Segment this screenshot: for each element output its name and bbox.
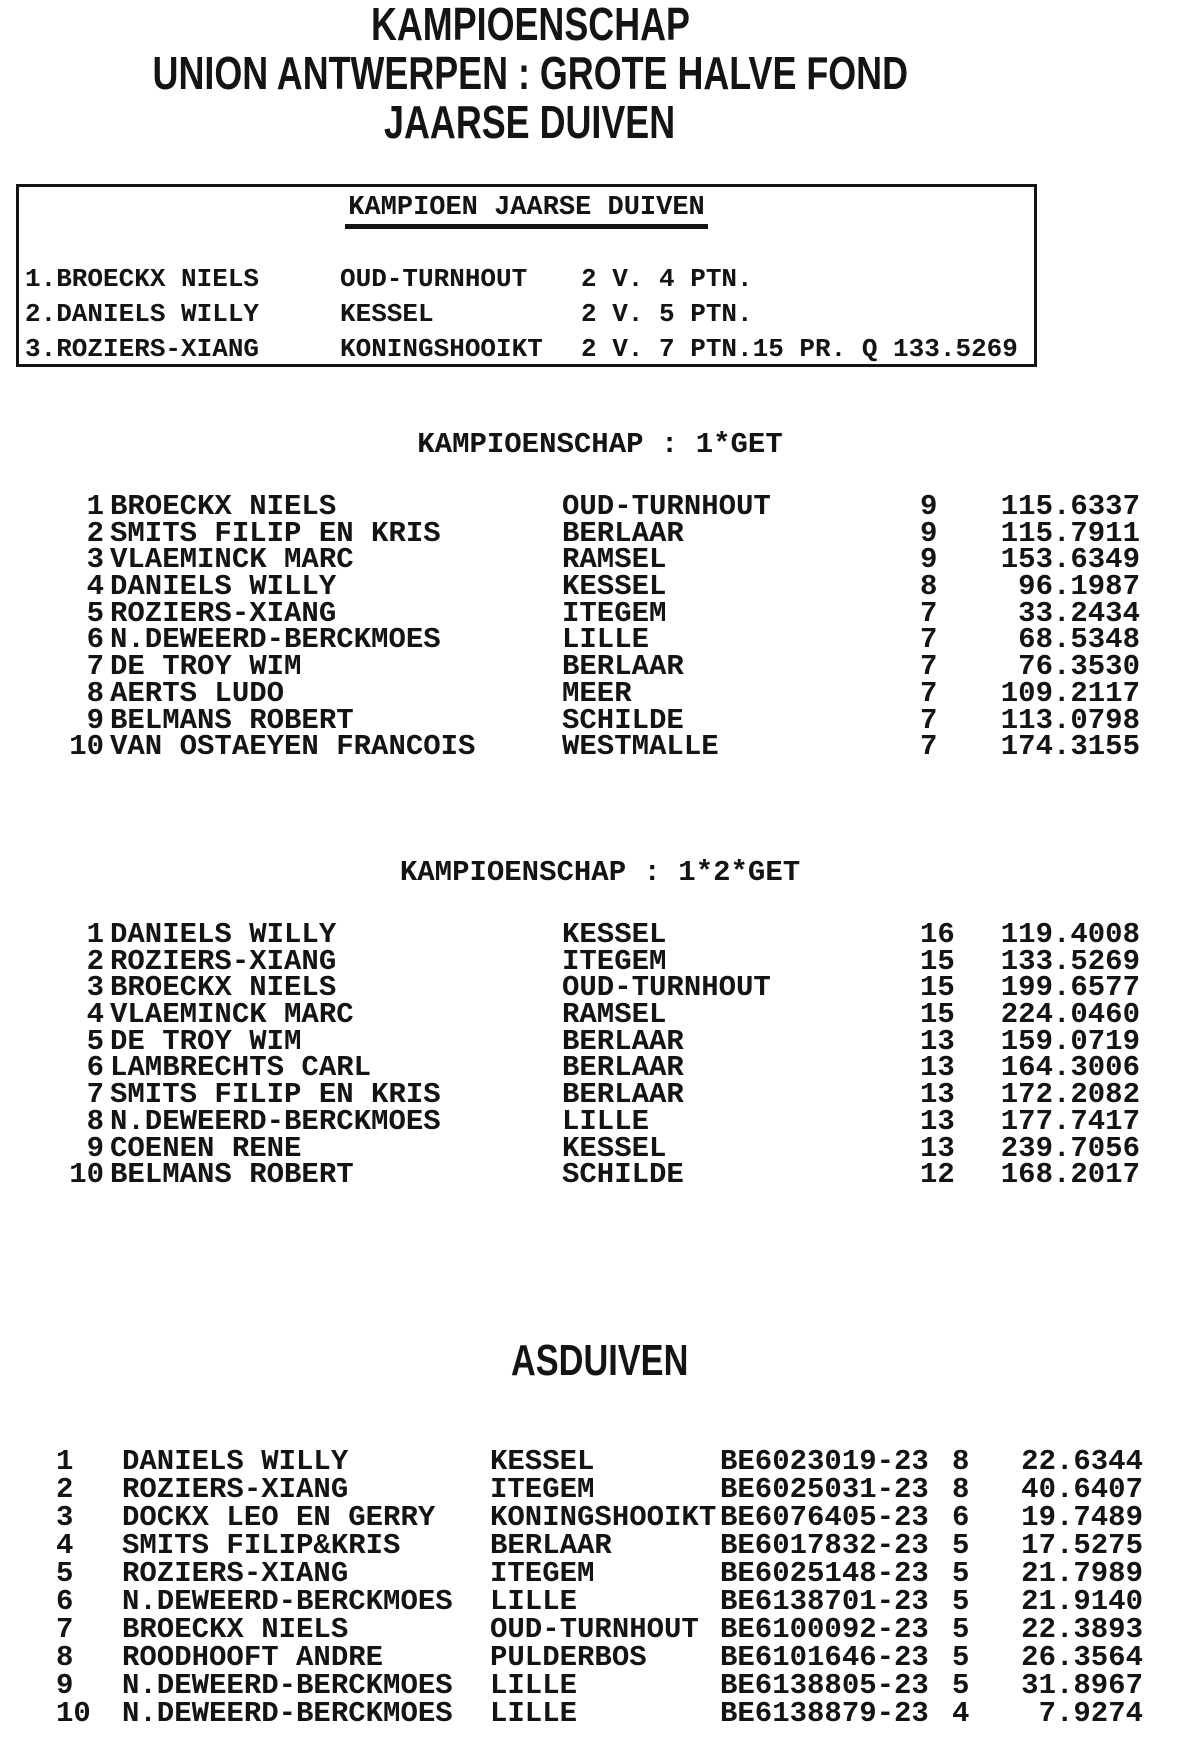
- cell-coef: 21.9140: [1021, 1585, 1143, 1618]
- cell-count: 7: [920, 676, 938, 710]
- champion-box-rows: [19, 262, 1034, 367]
- cell-ring: BE6076405-23: [720, 1501, 929, 1534]
- cell-name: N.DEWEERD-BERCKMOES: [122, 1697, 453, 1730]
- cell-coef: 164.3006: [1000, 1051, 1140, 1085]
- cell-entry: 1.BROECKX NIELS: [25, 264, 260, 294]
- cell-rank: 3: [86, 543, 104, 577]
- table-row: [0, 1445, 1200, 1478]
- cell-place: LILLE: [490, 1669, 578, 1702]
- cell-rank: 7: [56, 1613, 74, 1646]
- cell-rank: 7: [86, 1078, 104, 1112]
- cell-rank: 2: [56, 1473, 74, 1506]
- cell-place: SCHILDE: [562, 703, 684, 737]
- cell-rank: 10: [69, 730, 104, 764]
- cell-count: 5: [952, 1529, 970, 1562]
- cell-rank: 3: [86, 971, 104, 1005]
- cell-count: 8: [952, 1445, 970, 1478]
- cell-count: 9: [920, 490, 938, 523]
- cell-name: BROECKX NIELS: [122, 1613, 349, 1646]
- table-row: [0, 1473, 1200, 1506]
- cell-coef: 177.7417: [1000, 1104, 1140, 1138]
- cell-coef: 7.9274: [1038, 1697, 1143, 1730]
- cell-name: N.DEWEERD-BERCKMOES: [122, 1669, 453, 1702]
- table-row: [0, 1557, 1200, 1590]
- cell-coef: 96.1987: [1018, 570, 1140, 604]
- table-row: [0, 1529, 1200, 1562]
- table-row: [0, 1641, 1200, 1674]
- cell-coef: 109.2117: [1000, 676, 1140, 710]
- cell-place: BERLAAR: [562, 1024, 684, 1058]
- cell-place: BERLAAR: [562, 1051, 684, 1085]
- cell-rank: 6: [86, 1051, 104, 1085]
- cell-count: 7: [920, 596, 938, 630]
- cell-name: DOCKX LEO EN GERRY: [122, 1501, 436, 1534]
- table-row: [19, 262, 1034, 297]
- cell-name: ROZIERS-XIANG: [122, 1473, 349, 1506]
- cell-rank: 4: [86, 998, 104, 1032]
- cell-coef: 33.2434: [1018, 596, 1140, 630]
- cell-rank: 3: [56, 1501, 74, 1534]
- main-title-line2: UNION ANTWERPEN : GROTE HALVE FOND: [152, 47, 908, 99]
- cell-count: 5: [952, 1641, 970, 1674]
- cell-count: 15: [920, 944, 955, 978]
- cell-place: OUD-TURNHOUT: [340, 264, 528, 294]
- cell-place: MEER: [562, 676, 632, 710]
- cell-coef: 172.2082: [1000, 1078, 1140, 1112]
- cell-ring: BE6017832-23: [720, 1529, 929, 1562]
- cell-result: 2 V. 7 PTN.15 PR. Q 133.5269: [581, 334, 1018, 364]
- cell-count: 13: [920, 1078, 955, 1112]
- cell-rank: 10: [69, 1158, 104, 1192]
- cell-result: 2 V. 5 PTN.: [581, 299, 753, 329]
- cell-coef: 199.6577: [1000, 971, 1140, 1005]
- cell-count: 5: [952, 1613, 970, 1646]
- cell-place: KESSEL: [562, 570, 667, 604]
- main-title-line3: JAARSE DUIVEN: [384, 96, 676, 148]
- champion-box: [16, 184, 1037, 367]
- cell-rank: 6: [86, 623, 104, 657]
- table-row: [0, 1697, 1200, 1730]
- cell-place: BERLAAR: [562, 650, 684, 684]
- cell-place: OUD-TURNHOUT: [490, 1613, 699, 1646]
- cell-place: BERLAAR: [490, 1529, 612, 1562]
- cell-name: ROZIERS-XIANG: [110, 944, 337, 978]
- cell-place: LILLE: [562, 1104, 650, 1138]
- table-row: [0, 1613, 1200, 1646]
- cell-name: BELMANS ROBERT: [110, 703, 354, 737]
- cell-result: 2 V. 4 PTN.: [581, 264, 753, 294]
- cell-rank: 6: [56, 1585, 74, 1618]
- section-heading-12get: KAMPIOENSCHAP : 1*2*GET: [399, 856, 801, 889]
- cell-name: SMITS FILIP&KRIS: [122, 1529, 401, 1562]
- cell-place: KESSEL: [562, 918, 667, 951]
- cell-name: BELMANS ROBERT: [110, 1158, 354, 1192]
- cell-name: VLAEMINCK MARC: [110, 998, 354, 1032]
- main-title: [0, 0, 1060, 147]
- cell-name: BROECKX NIELS: [110, 971, 337, 1005]
- cell-count: 16: [920, 918, 955, 951]
- cell-name: SMITS FILIP EN KRIS: [110, 516, 441, 550]
- cell-count: 15: [920, 998, 955, 1032]
- cell-rank: 8: [56, 1641, 74, 1674]
- asduiven-title: ASDUIVEN: [511, 1336, 689, 1385]
- cell-ring: BE6025031-23: [720, 1473, 929, 1506]
- cell-count: 13: [920, 1024, 955, 1058]
- cell-name: ROZIERS-XIANG: [122, 1557, 349, 1590]
- cell-coef: 115.7911: [1000, 516, 1140, 550]
- cell-count: 7: [920, 623, 938, 657]
- cell-coef: 68.5348: [1018, 623, 1140, 657]
- cell-rank: 5: [56, 1557, 74, 1590]
- cell-count: 9: [920, 543, 938, 577]
- cell-coef: 119.4008: [1000, 918, 1140, 951]
- main-title-line1: KAMPIOENSCHAP: [370, 0, 690, 50]
- cell-rank: 7: [86, 650, 104, 684]
- cell-ring: BE6023019-23: [720, 1445, 929, 1478]
- cell-name: N.DEWEERD-BERCKMOES: [110, 1104, 441, 1138]
- cell-rank: 1: [86, 490, 104, 523]
- cell-ring: BE6100092-23: [720, 1613, 929, 1646]
- cell-count: 7: [920, 650, 938, 684]
- cell-count: 7: [920, 730, 938, 764]
- cell-ring: BE6101646-23: [720, 1641, 929, 1674]
- cell-count: 6: [952, 1501, 970, 1534]
- cell-rank: 9: [86, 703, 104, 737]
- cell-entry: 2.DANIELS WILLY: [25, 299, 260, 329]
- cell-entry: 3.ROZIERS-XIANG: [25, 334, 260, 364]
- cell-name: LAMBRECHTS CARL: [110, 1051, 372, 1085]
- cell-place: RAMSEL: [562, 998, 667, 1032]
- cell-coef: 22.3893: [1021, 1613, 1143, 1646]
- cell-place: KESSEL: [562, 1131, 667, 1165]
- cell-place: LILLE: [490, 1585, 578, 1618]
- cell-place: BERLAAR: [562, 1078, 684, 1112]
- cell-coef: 133.5269: [1000, 944, 1140, 978]
- cell-count: 15: [920, 971, 955, 1005]
- cell-name: BROECKX NIELS: [110, 490, 337, 523]
- section-heading-1get: KAMPIOENSCHAP : 1*GET: [417, 428, 783, 461]
- cell-name: ROODHOOFT ANDRE: [122, 1641, 384, 1674]
- table-row: [0, 1501, 1200, 1534]
- cell-count: 5: [952, 1669, 970, 1702]
- cell-place: SCHILDE: [562, 1158, 684, 1192]
- cell-count: 12: [920, 1158, 955, 1192]
- cell-ring: BE6025148-23: [720, 1557, 929, 1590]
- cell-name: VAN OSTAEYEN FRANCOIS: [110, 730, 476, 764]
- cell-coef: 153.6349: [1000, 543, 1140, 577]
- cell-place: KESSEL: [490, 1445, 595, 1478]
- cell-place: ITEGEM: [562, 944, 667, 978]
- cell-place: KONINGSHOOIKT: [490, 1501, 717, 1534]
- table-row: [0, 1158, 1200, 1192]
- cell-ring: BE6138805-23: [720, 1669, 929, 1702]
- cell-coef: 19.7489: [1021, 1501, 1143, 1534]
- cell-place: LILLE: [490, 1697, 578, 1730]
- cell-coef: 168.2017: [1000, 1158, 1140, 1192]
- champion-box-heading-wrap: [19, 193, 1034, 229]
- cell-coef: 159.0719: [1000, 1024, 1140, 1058]
- table-row: [0, 1585, 1200, 1618]
- cell-place: RAMSEL: [562, 543, 667, 577]
- cell-rank: 1: [56, 1445, 74, 1478]
- cell-coef: 224.0460: [1000, 998, 1140, 1032]
- cell-place: ITEGEM: [490, 1473, 595, 1506]
- champion-box-heading: KAMPIOEN JAARSE DUIVEN: [345, 193, 707, 229]
- cell-place: KONINGSHOOIKT: [340, 334, 543, 364]
- cell-name: SMITS FILIP EN KRIS: [110, 1078, 441, 1112]
- cell-rank: 9: [86, 1131, 104, 1165]
- cell-place: ITEGEM: [490, 1557, 595, 1590]
- cell-count: 5: [952, 1557, 970, 1590]
- cell-count: 13: [920, 1051, 955, 1085]
- cell-name: N.DEWEERD-BERCKMOES: [110, 623, 441, 657]
- cell-rank: 5: [86, 596, 104, 630]
- cell-coef: 26.3564: [1021, 1641, 1143, 1674]
- table-12get: [0, 918, 1200, 1192]
- cell-count: 7: [920, 703, 938, 737]
- cell-rank: 2: [86, 516, 104, 550]
- cell-rank: 10: [56, 1697, 91, 1730]
- cell-name: DANIELS WILLY: [110, 918, 337, 951]
- table-row: [19, 297, 1034, 332]
- cell-place: WESTMALLE: [562, 730, 719, 764]
- cell-rank: 8: [86, 1104, 104, 1138]
- cell-coef: 239.7056: [1000, 1131, 1140, 1165]
- cell-count: 13: [920, 1131, 955, 1165]
- cell-ring: BE6138879-23: [720, 1697, 929, 1730]
- table-1get: [0, 490, 1200, 764]
- cell-name: ROZIERS-XIANG: [110, 596, 337, 630]
- cell-place: OUD-TURNHOUT: [562, 490, 771, 523]
- cell-place: KESSEL: [340, 299, 434, 329]
- cell-name: DE TROY WIM: [110, 650, 302, 684]
- cell-rank: 9: [56, 1669, 74, 1702]
- cell-rank: 8: [86, 676, 104, 710]
- cell-rank: 4: [86, 570, 104, 604]
- cell-place: ITEGEM: [562, 596, 667, 630]
- cell-place: PULDERBOS: [490, 1641, 647, 1674]
- cell-coef: 113.0798: [1000, 703, 1140, 737]
- cell-count: 8: [920, 570, 938, 604]
- cell-coef: 31.8967: [1021, 1669, 1143, 1702]
- table-row: [0, 730, 1200, 764]
- cell-rank: 4: [56, 1529, 74, 1562]
- cell-name: N.DEWEERD-BERCKMOES: [122, 1585, 453, 1618]
- cell-count: 13: [920, 1104, 955, 1138]
- cell-name: AERTS LUDO: [110, 676, 285, 710]
- cell-coef: 115.6337: [1000, 490, 1140, 523]
- cell-coef: 17.5275: [1021, 1529, 1143, 1562]
- cell-place: LILLE: [562, 623, 650, 657]
- cell-name: COENEN RENE: [110, 1131, 302, 1165]
- cell-count: 4: [952, 1697, 970, 1730]
- cell-coef: 76.3530: [1018, 650, 1140, 684]
- cell-rank: 1: [86, 918, 104, 951]
- table-row: [0, 1669, 1200, 1702]
- table-row: [19, 332, 1034, 367]
- cell-coef: 22.6344: [1021, 1445, 1143, 1478]
- cell-coef: 174.3155: [1000, 730, 1140, 764]
- cell-coef: 21.7989: [1021, 1557, 1143, 1590]
- cell-coef: 40.6407: [1021, 1473, 1143, 1506]
- table-asduiven: [0, 1445, 1200, 1730]
- cell-name: VLAEMINCK MARC: [110, 543, 354, 577]
- cell-count: 8: [952, 1473, 970, 1506]
- cell-place: BERLAAR: [562, 516, 684, 550]
- cell-count: 9: [920, 516, 938, 550]
- cell-rank: 5: [86, 1024, 104, 1058]
- cell-ring: BE6138701-23: [720, 1585, 929, 1618]
- cell-name: DE TROY WIM: [110, 1024, 302, 1058]
- cell-rank: 2: [86, 944, 104, 978]
- cell-place: OUD-TURNHOUT: [562, 971, 771, 1005]
- cell-count: 5: [952, 1585, 970, 1618]
- cell-name: DANIELS WILLY: [110, 570, 337, 604]
- cell-name: DANIELS WILLY: [122, 1445, 349, 1478]
